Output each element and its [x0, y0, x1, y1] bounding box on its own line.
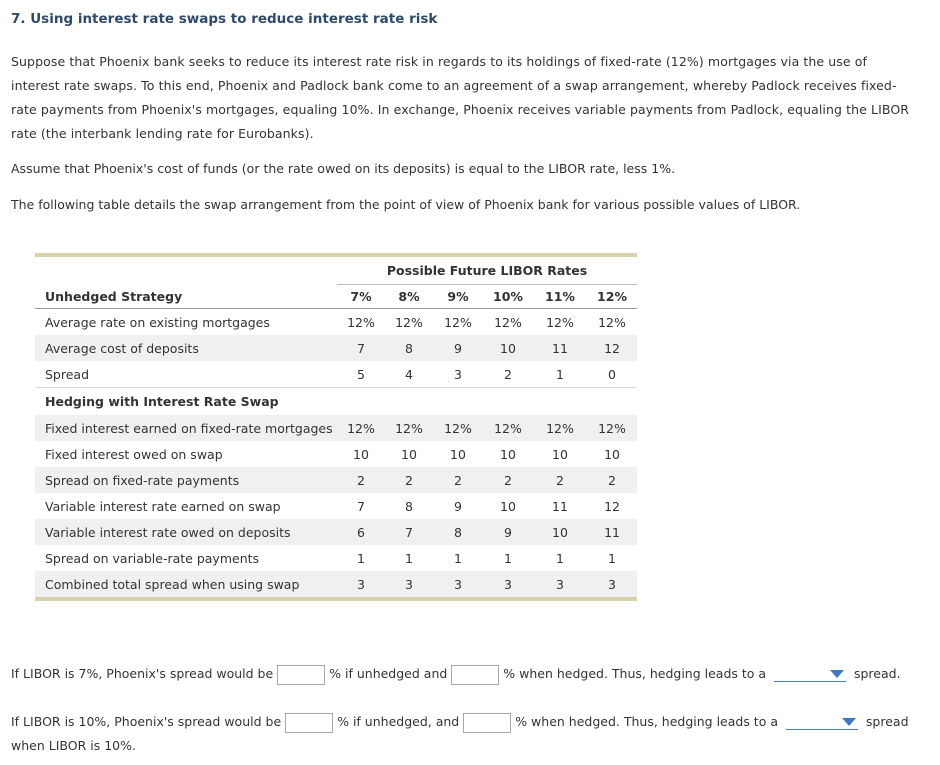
rate-header: 10% [483, 285, 533, 309]
row-label: Variable interest rate earned on swap [45, 498, 281, 514]
cell-value: 12% [546, 314, 574, 330]
q1-unhedged-input[interactable] [277, 665, 325, 685]
cell-value: 2 [587, 467, 637, 493]
cell-value: 2 [533, 467, 587, 493]
rate-header: 8% [385, 285, 433, 309]
cell-value: 12 [587, 335, 637, 361]
rate-header: 12% [587, 285, 637, 309]
cell-value: 4 [385, 361, 433, 388]
q2-hedged-input[interactable] [463, 713, 511, 733]
table-row [35, 335, 637, 361]
table-row [35, 571, 637, 597]
cell-value: 8 [405, 498, 413, 514]
cell-value: 3 [587, 571, 637, 597]
cell-value: 1 [454, 550, 462, 566]
section-unhedged: Unhedged Strategy [35, 285, 337, 309]
row-label: Spread [35, 361, 337, 388]
cell-value: 2 [483, 467, 533, 493]
cell-value: 12% [598, 314, 626, 330]
table-row [35, 415, 637, 441]
cell-value: 12% [444, 314, 472, 330]
rate-header: 11% [533, 285, 587, 309]
cell-value: 2 [433, 467, 483, 493]
cell-value: 10 [500, 498, 516, 514]
cell-value: 1 [405, 550, 413, 566]
cell-value: 9 [433, 335, 483, 361]
q2-suffix: spread [865, 714, 909, 729]
cell-value: 0 [587, 361, 637, 388]
q1-mid2: % when hedged. Thus, hedging leads to a [503, 666, 767, 681]
table-row [35, 519, 637, 545]
section-hedged: Hedging with Interest Rate Swap [45, 394, 279, 409]
row-label: Combined total spread when using swap [35, 571, 337, 597]
cell-value: 12% [433, 415, 483, 441]
cell-value: 6 [337, 519, 385, 545]
q2-mid2: % when hedged. Thus, hedging leads to a [515, 714, 778, 729]
cell-value: 10 [500, 446, 516, 462]
cell-value: 1 [357, 550, 365, 566]
intro-paragraph: Suppose that Phoenix bank seeks to reduce its interest rate risk in regards to its holdings of fixed-rate (12%) mortgages via the use of interest rate swaps. To this end, Phoenix and Padlock bank come to an agreement of a swap arrangement, whereby Padlock receives fixed-rate payments from Phoenix's mortgages, equaling 10%. In exchange, Phoenix receives variable payments from Padlock, equaling the LIBOR rate (the interbank lending rate for Eurobanks). [11, 54, 910, 141]
q1-mid1: % if unhedged and [329, 666, 448, 681]
assumption-paragraph: Assume that Phoenix's cost of funds (or the rate owed on its deposits) is equal to the LIBOR rate, less 1%. [11, 161, 676, 176]
table-row [35, 493, 637, 519]
cell-value: 1 [533, 361, 587, 388]
cell-value: 12% [385, 415, 433, 441]
cell-value: 7 [385, 519, 433, 545]
cell-value: 2 [337, 467, 385, 493]
row-label: Fixed interest earned on fixed-rate mortgages [35, 415, 337, 441]
row-label: Spread on fixed-rate payments [35, 467, 337, 493]
cell-value: 3 [433, 361, 483, 388]
cell-value: 2 [483, 361, 533, 388]
cell-value: 12% [483, 415, 533, 441]
q2-unhedged-input[interactable] [285, 713, 333, 733]
cell-value: 3 [433, 571, 483, 597]
cell-value: 1 [504, 550, 512, 566]
question-title: 7. Using interest rate swaps to reduce interest rate risk [11, 11, 438, 27]
cell-value: 2 [385, 467, 433, 493]
cell-value: 3 [385, 571, 433, 597]
table-row [35, 361, 637, 388]
cell-value: 11 [533, 335, 587, 361]
question-2 [11, 710, 909, 734]
row-label: Average cost of deposits [35, 335, 337, 361]
cell-value: 12% [533, 415, 587, 441]
row-label: Spread on variable-rate payments [45, 550, 260, 566]
cell-value: 12% [347, 314, 375, 330]
q1-dropdown[interactable] [774, 667, 846, 682]
q1-suffix: spread. [853, 666, 901, 681]
q2-prefix: If LIBOR is 10%, Phoenix's spread would be [11, 714, 282, 729]
question-1 [11, 662, 901, 686]
cell-value: 11 [587, 519, 637, 545]
rate-header: 7% [337, 285, 385, 309]
cell-value: 10 [483, 335, 533, 361]
cell-value: 10 [552, 446, 568, 462]
q2-mid1: % if unhedged, and [337, 714, 460, 729]
cell-value: 8 [433, 519, 483, 545]
chevron-down-icon[interactable] [830, 670, 844, 678]
cell-value: 8 [385, 335, 433, 361]
table-intro-paragraph: The following table details the swap arrangement from the point of view of Phoenix bank for various possible values of LIBOR. [11, 197, 801, 212]
row-label: Fixed interest owed on swap [45, 446, 223, 462]
cell-value: 9 [483, 519, 533, 545]
q1-prefix: If LIBOR is 7%, Phoenix's spread would be [11, 666, 274, 681]
table-row [35, 441, 637, 467]
cell-value: 12% [395, 314, 423, 330]
cell-value: 10 [450, 446, 466, 462]
cell-value: 5 [337, 361, 385, 388]
group-header: Possible Future LIBOR Rates [337, 257, 637, 285]
table-row [35, 309, 637, 336]
cell-value: 12% [337, 415, 385, 441]
table-row [35, 545, 637, 571]
q1-hedged-input[interactable] [451, 665, 499, 685]
cell-value: 7 [357, 498, 365, 514]
swap-table [35, 253, 637, 601]
row-label: Variable interest rate owed on deposits [35, 519, 337, 545]
cell-value: 9 [454, 498, 462, 514]
cell-value: 10 [401, 446, 417, 462]
cell-value: 12% [587, 415, 637, 441]
rate-header: 9% [433, 285, 483, 309]
chevron-down-icon[interactable] [842, 718, 856, 726]
cell-value: 3 [483, 571, 533, 597]
cell-value: 3 [337, 571, 385, 597]
row-label: Average rate on existing mortgages [45, 314, 270, 330]
cell-value: 7 [337, 335, 385, 361]
table-row [35, 467, 637, 493]
cell-value: 3 [533, 571, 587, 597]
cell-value: 1 [608, 550, 616, 566]
cell-value: 10 [604, 446, 620, 462]
table-bottom-rule [35, 597, 637, 601]
cell-value: 12% [494, 314, 522, 330]
q2-dropdown[interactable] [786, 715, 858, 730]
cell-value: 12 [604, 498, 620, 514]
cell-value: 11 [552, 498, 568, 514]
cell-value: 10 [353, 446, 369, 462]
cell-value: 10 [533, 519, 587, 545]
cell-value: 1 [556, 550, 564, 566]
q2-tail: when LIBOR is 10%. [11, 738, 136, 753]
